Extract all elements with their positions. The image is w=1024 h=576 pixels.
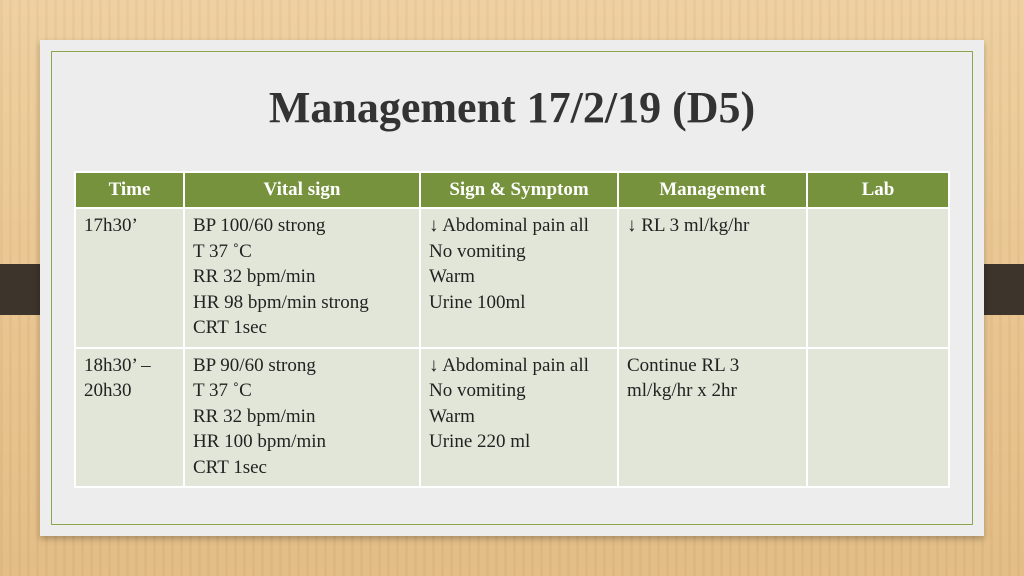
slide (40, 40, 984, 536)
cell-line: Warm (429, 405, 475, 427)
header-lab: Lab (807, 172, 949, 208)
cell-line: T 37 ˚C (193, 380, 252, 401)
cell-line: HR 100 bpm/min (193, 431, 327, 452)
cell-line: Warm (429, 266, 475, 287)
cell-line: CRT 1sec (193, 456, 267, 478)
cell-line: Continue RL 3 (627, 354, 740, 376)
cell-sign-symptom (420, 208, 618, 348)
cell-line: RR 32 bpm/min (193, 266, 316, 287)
cell-line: 17h30’ (84, 215, 138, 236)
cell-management (618, 208, 807, 348)
cell-line: 18h30’ – (84, 354, 151, 376)
cell-time (75, 208, 184, 348)
cell-vital-sign (184, 348, 420, 488)
cell-line: ↓ Abdominal pain all (429, 354, 589, 376)
table-row (75, 208, 949, 348)
cell-vital-sign (184, 208, 420, 348)
header-vital-sign: Vital sign (184, 172, 420, 208)
header-management: Management (618, 172, 807, 208)
header-sign-symptom: Sign & Symptom (420, 172, 618, 208)
cell-line: T 37 ˚C (193, 240, 252, 262)
slide-title: Management 17/2/19 (D5) (268, 83, 756, 132)
cell-line: CRT 1sec (193, 317, 267, 338)
cell-sign-symptom (420, 348, 618, 488)
table-header-row (75, 172, 949, 208)
management-table (74, 171, 950, 488)
cell-line: 20h30 (84, 380, 132, 401)
cell-line: ↓ Abdominal pain all (429, 215, 589, 236)
cell-line: HR 98 bpm/min strong (193, 291, 369, 313)
cell-line: Urine 100ml (429, 291, 526, 313)
cell-line: No vomiting (429, 240, 526, 262)
cell-line: No vomiting (429, 380, 526, 401)
table-row (75, 348, 949, 488)
header-time: Time (75, 172, 184, 208)
cell-management (618, 348, 807, 488)
cell-lab (807, 208, 949, 348)
cell-line: ml/kg/hr x 2hr (627, 380, 737, 401)
cell-line: BP 90/60 strong (193, 354, 316, 376)
cell-time (75, 348, 184, 488)
cell-line: Urine 220 ml (429, 431, 531, 452)
cell-line: BP 100/60 strong (193, 215, 326, 236)
cell-line: ↓ RL 3 ml/kg/hr (627, 215, 750, 236)
cell-line: RR 32 bpm/min (193, 405, 316, 427)
cell-lab (807, 348, 949, 488)
